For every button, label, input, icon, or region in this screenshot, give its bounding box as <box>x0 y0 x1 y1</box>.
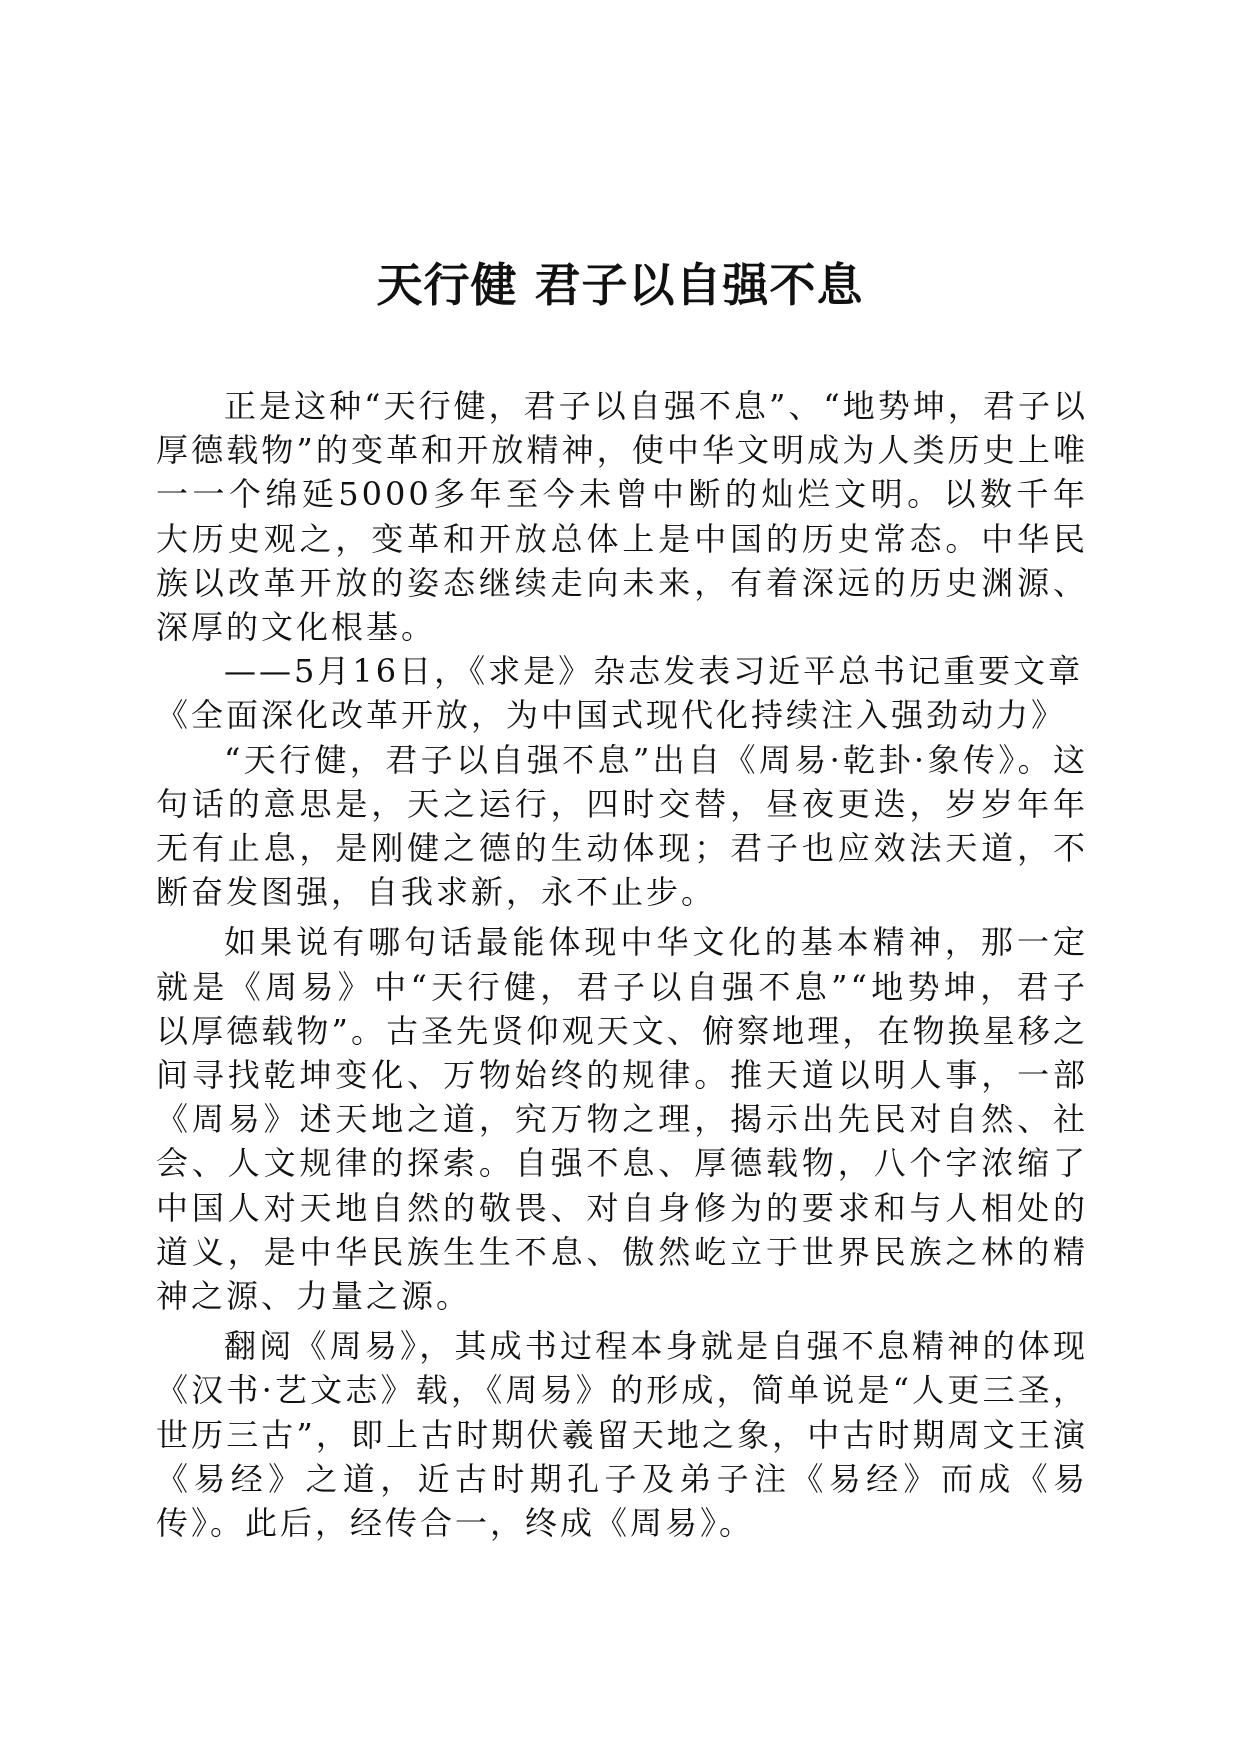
paragraph-intro: 正是这种“天行健，君子以自强不息”、“地势坤，君子以厚德载物”的变革和开放精神，使中华文明成为人类历史上唯一一个绵延5000多年至今未曾中断的灿烂文明。以数千年大历史观之，变革和开放总体上是中国的历史常态。中华民族以改革开放的姿态继续走向未来，有着深远的历史渊源、深厚的文化根基。 <box>156 387 1088 647</box>
document-title: 天行健 君子以自强不息 <box>376 258 864 312</box>
source-line: ——5月16日，《求是》杂志发表习近平总书记重要文章 <box>224 652 1084 691</box>
paragraph-origin: “天行健，君子以自强不息”出自《周易·乾卦·象传》。这句话的意思是，天之运行，四时交替，昼夜更迭，岁岁年年无有止息，是刚健之德的生动体现；君子也应效法天道，不断奋发图强，自我求新，永不止步。 <box>156 740 1088 912</box>
source-article-title: 《全面深化改革开放，为中国式现代化持续注入强劲动力》 <box>156 696 1067 735</box>
paragraph-spirit: 如果说有哪句话最能体现中华文化的基本精神，那一定就是《周易》中“天行健，君子以自强不息”“地势坤，君子以厚德载物”。古圣先贤仰观天文、俯察地理，在物换星移之间寻找乾坤变化、万物始终的规律。推天道以明人事，一部《周易》述天地之道，究万物之理，揭示出先民对自然、社会、人文规律的探索。自强不息、厚德载物，八个字浓缩了中国人对天地自然的敬畏、对自身修为的要求和与人相处的道义，是中华民族生生不息、傲然屹立于世界民族之林的精神之源、力量之源。 <box>156 923 1088 1316</box>
article-body <box>156 384 1088 1545</box>
paragraph-zhouyi: 翻阅《周易》，其成书过程本身就是自强不息精神的体现《汉书·艺文志》载，《周易》的形成，简单说是“人更三圣，世历三古”，即上古时期伏羲留天地之象，中古时期周文王演《易经》之道，近古时期孔子及弟子注《易经》而成《易传》。此后，经传合一，终成《周易》。 <box>156 1327 1088 1543</box>
